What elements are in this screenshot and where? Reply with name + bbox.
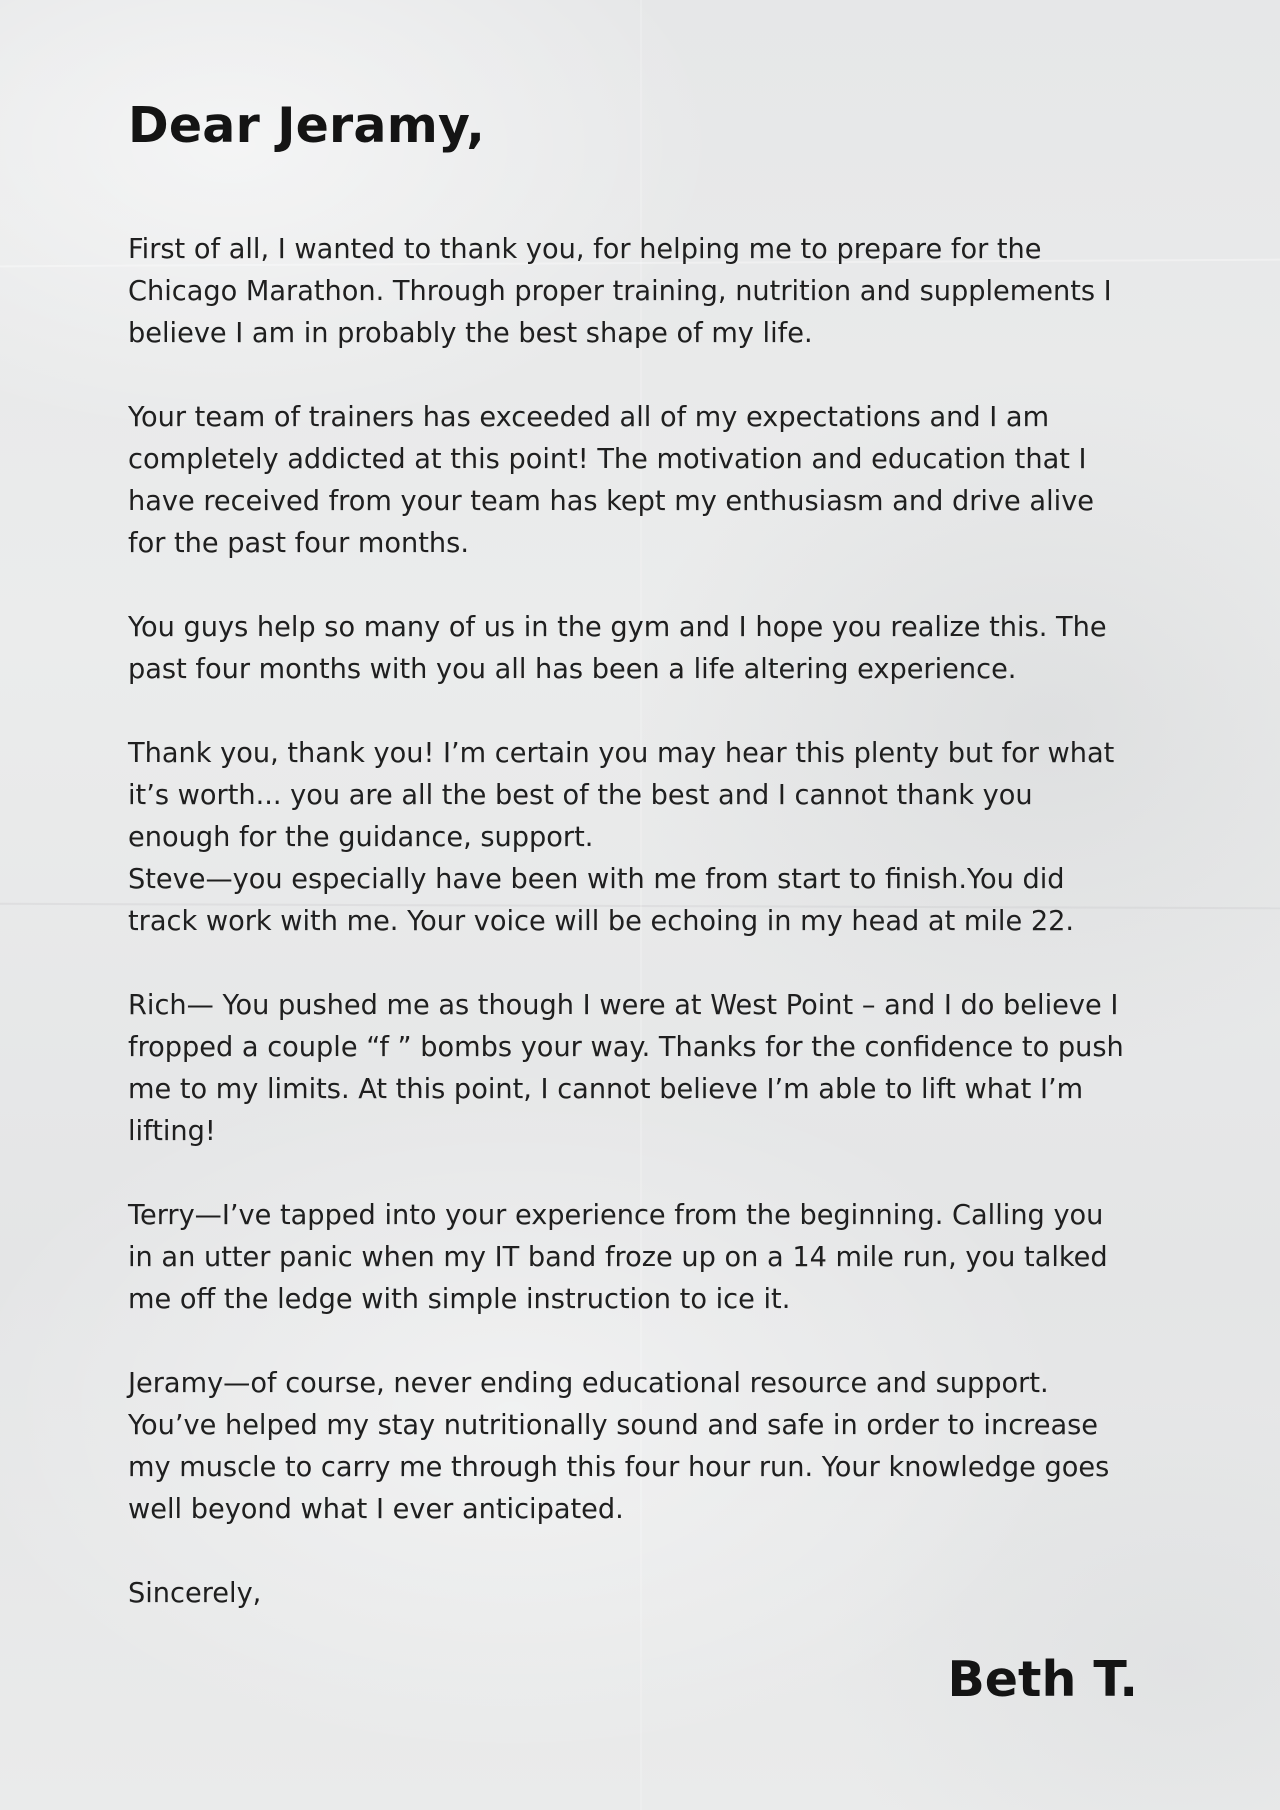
letter-paragraph: Your team of trainers has exceeded all of my expectations and I am completely addicted at this point! The motivation and education that I have received from your team has kept my enthusiasm and drive alive for the past four months. — [128, 402, 1095, 559]
letter-body — [128, 229, 1168, 1657]
letter-paragraph: First of all, I wanted to thank you, for helping me to prepare for the Chicago Marathon. Through proper training, nutrition and supplements I believe I am in probably the best shape of my life. — [128, 234, 1112, 349]
letter-paragraph: Steve—you especially have been with me from start to finish.You did track work with me. Your voice will be echoing in my head at mile 22. — [128, 864, 1075, 937]
letter-paragraph: Jeramy—of course, never ending educational resource and support. You’ve helped my stay nutritionally sound and safe in order to increase my muscle to carry me through this four hour run. Your knowledge goes well beyond what I ever anticipated. — [128, 1368, 1110, 1525]
letter-signature: Beth T. — [947, 1651, 1138, 1708]
letter-paragraph: Terry—I’ve tapped into your experience from the beginning. Calling you in an utter panic when my IT band froze up on a 14 mile run, you talked me off the ledge with simple instruction to ice it. — [128, 1200, 1108, 1315]
letter-paragraph: Thank you, thank you! I’m certain you may hear this plenty but for what it’s worth... you are all the best of the best and I cannot thank you enough for the guidance, support. — [128, 738, 1115, 853]
letter-closing: Sincerely, — [128, 1578, 262, 1609]
letter-paragraph: You guys help so many of us in the gym and I hope you realize this. The past four months with you all has been a life altering experience. — [128, 612, 1107, 685]
letter-salutation: Dear Jeramy, — [128, 97, 486, 154]
letter-paragraph: Rich— You pushed me as though I were at West Point – and I do believe I fropped a couple “f ” bombs your way. Thanks for the confidence to push me to my limits. At this point, I cannot believe I’m able to lift what I’m lifting! — [128, 990, 1124, 1147]
